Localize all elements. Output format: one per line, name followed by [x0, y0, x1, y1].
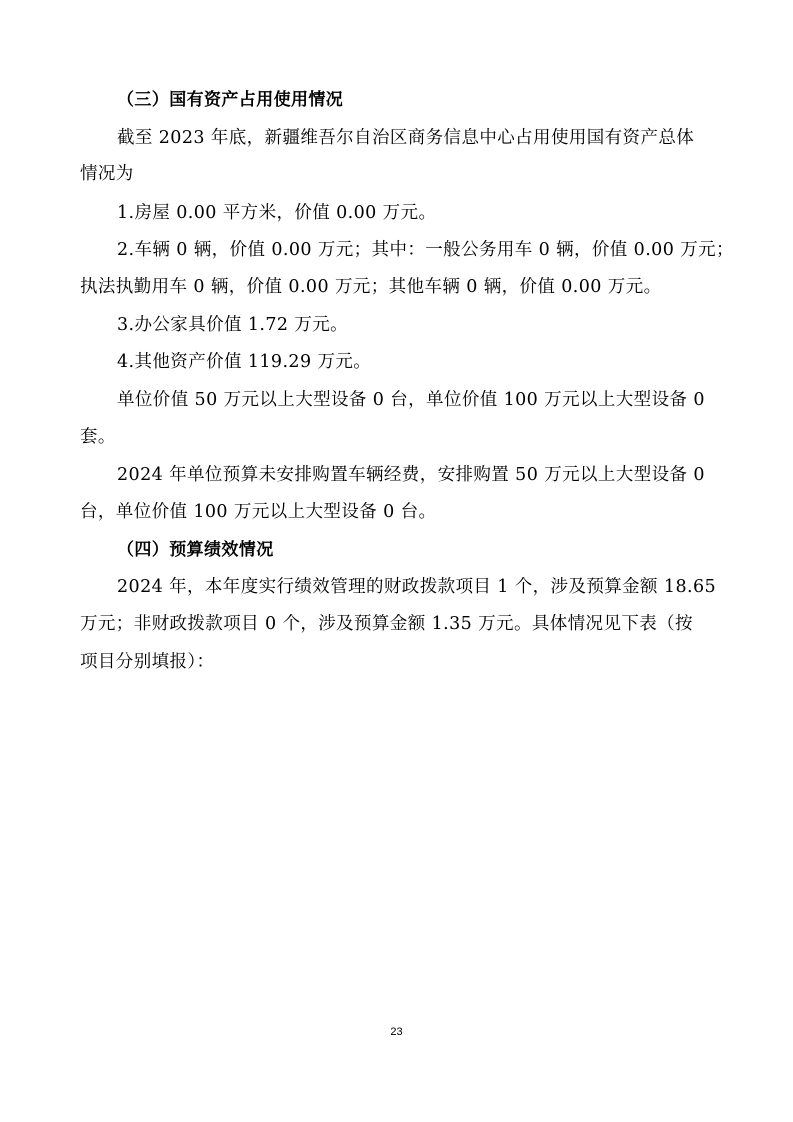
paragraph-plan-line-2: 台，单位价值 100 万元以上大型设备 0 台。	[80, 502, 437, 522]
paragraph-equipment-line-1: 单位价值 50 万元以上大型设备 0 台，单位价值 100 万元以上大型设备 0	[117, 390, 705, 410]
paragraph-item-4: 4.其他资产价值 119.29 万元。	[117, 352, 372, 372]
paragraph-item-2-line-2: 执法执勤用车 0 辆，价值 0.00 万元；其他车辆 0 辆，价值 0.00 万元。	[80, 277, 662, 297]
paragraph-intro-line-2: 情况为	[80, 164, 134, 184]
section-heading-assets: （三）国有资产占用使用情况	[117, 90, 344, 110]
paragraph-item-1: 1.房屋 0.00 平方米，价值 0.00 万元。	[117, 203, 437, 223]
paragraph-performance-line-2: 万元；非财政拨款项目 0 个，涉及预算金额 1.35 万元。具体情况见下表（按	[80, 614, 693, 634]
paragraph-plan-line-1: 2024 年单位预算未安排购置车辆经费，安排购置 50 万元以上大型设备 0	[117, 465, 705, 485]
paragraph-equipment-line-2: 套。	[80, 427, 116, 447]
paragraph-item-2-line-1: 2.车辆 0 辆，价值 0.00 万元；其中：一般公务用车 0 辆，价值 0.00 万元；	[117, 240, 734, 260]
paragraph-performance-line-1: 2024 年，本年度实行绩效管理的财政拨款项目 1 个，涉及预算金额 18.65	[117, 577, 717, 597]
page-number: 23	[390, 1026, 403, 1038]
paragraph-item-3: 3.办公家具价值 1.72 万元。	[117, 315, 349, 335]
section-heading-performance: （四）预算绩效情况	[117, 540, 274, 560]
paragraph-intro-line-1: 截至 2023 年底，新疆维吾尔自治区商务信息中心占用使用国有资产总体	[117, 128, 695, 148]
paragraph-performance-line-3: 项目分别填报）：	[80, 652, 215, 672]
